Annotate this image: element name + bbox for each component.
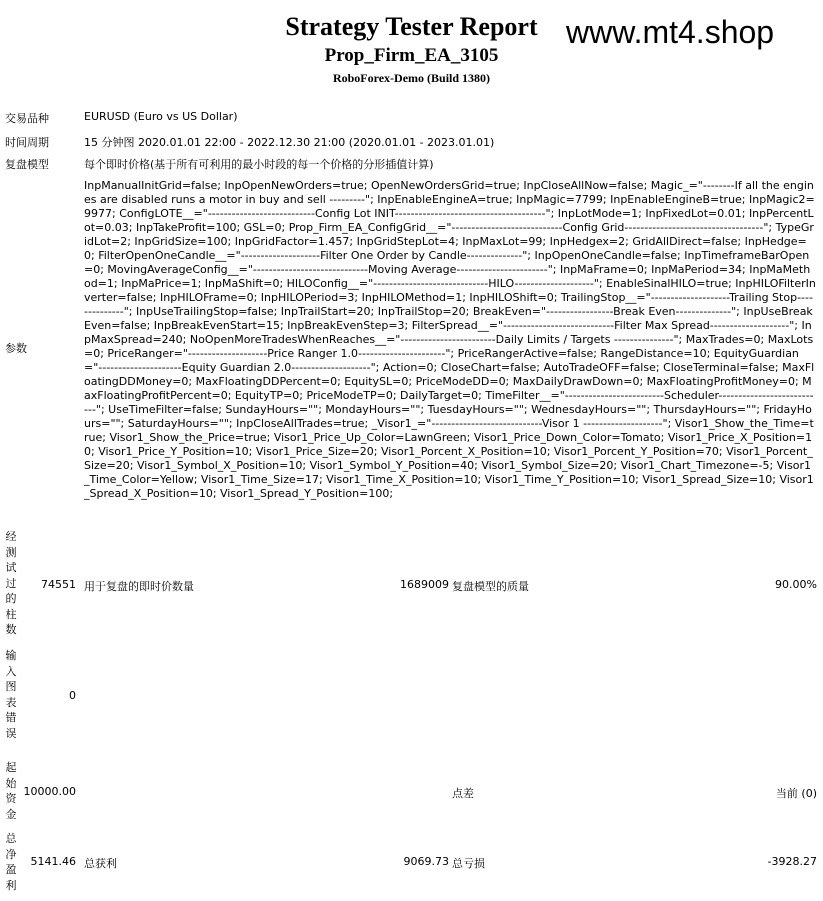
grossloss-value: -3928.27 — [767, 855, 817, 868]
spread-value: 当前 (0) — [775, 787, 817, 800]
deposit-value: 10000.00 — [23, 785, 76, 798]
grossprofit-value: 9069.73 — [403, 855, 449, 868]
server-build: RoboForex-Demo (Build 1380) — [332, 71, 491, 85]
bars-label: 经 测 试 过 的 柱 数 — [5, 530, 17, 636]
quality-label: 复盘模型的质量 — [452, 580, 529, 593]
period-value: 15 分钟图 2020.01.01 22:00 - 2022.12.30 21:00 (2020.01.01 - 2023.01.01) — [84, 136, 495, 149]
ea-name: Prop_Firm_EA_3105 — [324, 45, 499, 66]
params-value: InpManualInitGrid=false; InpOpenNewOrders=true; OpenNewOrdersGrid=true; InpCloseAllNow=false; Magic_="--------If all the engines are disabled runs a motor in buy and sell ---------"; InpEnableEngineA=true; InpMagic=7799; InpEnableEngineB=true; InpMagic2=9977; ConfigLOTE__="---------------------------Config Lot INIT--------------------------------------"; InpLotMode=1; InpFixedLot=0.01; InpPercentLot=0.03; InpTakeProfit=100; GSL=0; Prop_Firm_EA_ConfigGrid__="----------------------------Config Grid-----------------------------------"; TypeGridLot=2; InpGridSize=100; InpGridFactor=1.457; InpGridStepLot=4; InpMaxLot=99; InpHedgex=2; GridAllDirect=false; InpHedge=0; FilterOpenOneCandle__="--------------------Filter One Order by Candle--------------"; InpOpenOneCandle=false; InpTimeframeBarOpen=0; MovingAverageConfig__="-----------------------------Moving Average-----------------------"; InpMaFrame=0; InpMaPeriod=34; InpMaMethod=1; InpMaPrice=1; InpMaShift=0; HILOConfig__="-----------------------------HILO--------------------"; EnableSinalHILO=true; InpHILOFilterInverter=false; InpHILOFrame=0; InpHILOPeriod=3; InpHILOMethod=1; InpHILOShift=0; TrailingStop__="--------------------Trailing Stop--------------"; InpUseTrailingStop=false; InpTrailStart=20; InpTrailStop=20; BreakEven="-----------------Break Even--------------"; InpUseBreakEven=false; InpBreakEvenStart=15; InpBreakEvenStep=3; FilterSpread__="----------------------------Filter Max Spread--------------------"; InpMaxSpread=240; NoOpenMoreTradesWhenReaches__="------------------------Daily Limits / Targets ---------------"; MaxTrades=0; MaxLots=0; PriceRanger="--------------------Price Ranger 1.0----------------------"; PriceRangerActive=false; RangeDistance=10; EquityGuardian="---------------------Equity Guardian 2.0--------------------"; Action=0; CloseChart=false; AutoTradeOFF=false; CloseTerminal=false; MaxFloatingDDMoney=0; MaxFloatingDDPercent=0; EquitySL=0; PriceModeDD=0; MaxDailyDrawDown=0; MaxFloatingProfitMoney=0; MaxFloatingProfitPercent=0; EquityTP=0; PriceModeTP=0; DailyTarget=0; TimeFilter__="-------------------------Scheduler---------------------------"; UseTimeFilter=false; SundayHours=""; MondayHours=""; TuesdayHours=""; WednesdayHours=""; ThursdayHours=""; FridayHours=""; SaturdayHours=""; InpCloseAllTrades=true; _Visor1_="----------------------------Visor 1 --------------------"; Visor1_Show_the_Time=true; Visor1_Show_the_Price=true; Visor1_Price_Up_Color=LawnGreen; Visor1_Price_Down_Color=Tomato; Visor1_Price_X_Position=10; Visor1_Price_Y_Position=10; Visor1_Price_Size=20; Visor1_Porcent_X_Position=10; Visor1_Porcent_Y_Position=70; Visor1_Porcent_Size=20; Visor1_Symbol_X_Position=10; Visor1_Symbol_Y_Position=40; Visor1_Symbol_Size=20; Visor1_Chart_Timezone=-5; Visor1_Time_Color=Yellow; Visor1_Time_Size=17; Visor1_Time_X_Position=10; Visor1_Time_Y_Position=10; Visor1_Spread_Size=10; Visor1_Spread_X_Position=10; Visor1_Spread_Y_Position=100; — [84, 179, 816, 500]
quality-value: 90.00% — [775, 578, 817, 591]
model-value: 每个即时价格(基于所有可利用的最小时段的每一个价格的分形插值计算) — [84, 158, 434, 171]
ticks-label: 用于复盘的即时价数量 — [84, 580, 194, 593]
grossprofit-label: 总获利 — [84, 857, 117, 870]
netprofit-value: 5141.46 — [30, 855, 76, 868]
period-label: 时间周期 — [5, 136, 49, 149]
model-label: 复盘模型 — [5, 158, 49, 171]
errors-value: 0 — [69, 689, 76, 702]
errors-label: 输 入 图 表 错 误 — [5, 649, 17, 740]
symbol-value: EURUSD (Euro vs US Dollar) — [84, 110, 238, 123]
ticks-value: 1689009 — [400, 578, 449, 591]
params-label: 参数 — [5, 342, 27, 355]
report-title: Strategy Tester Report — [285, 12, 538, 41]
spread-label: 点差 — [452, 787, 474, 800]
deposit-label: 起 始 资 金 — [5, 761, 17, 821]
watermark: www.mt4.shop — [566, 14, 775, 50]
netprofit-label: 总 净 盈 利 — [5, 832, 17, 892]
grossloss-label: 总亏损 — [452, 857, 485, 870]
bars-value: 74551 — [41, 578, 76, 591]
symbol-label: 交易品种 — [5, 112, 49, 125]
